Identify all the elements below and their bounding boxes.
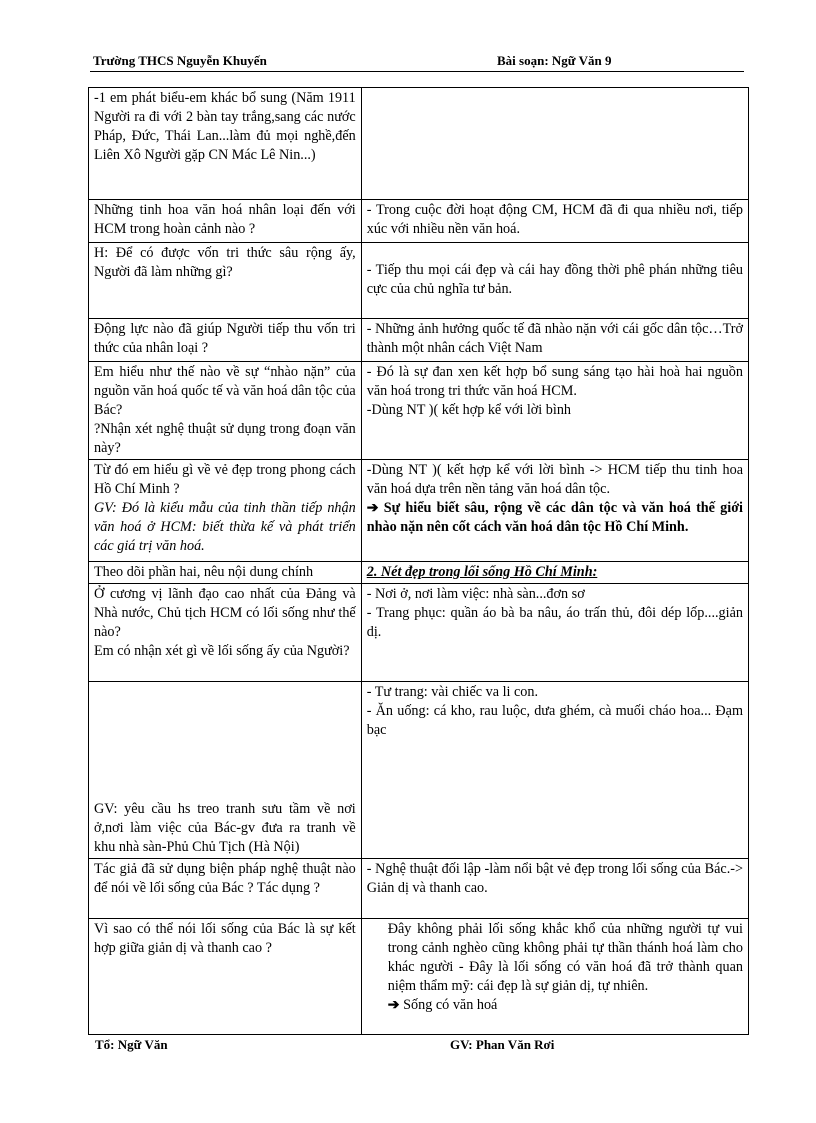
table-row <box>89 919 749 1035</box>
answer-text: Đây không phải lối sống khắc khổ của những người tự vui trong cảnh nghèo cũng không phải tự thần thánh hoá làm cho khác người - Đây là lối sống có văn hoá đã trở thành quan niệm thẩm mỹ: cái đẹp là sự giản dị, tự nhiên. <box>387 921 743 994</box>
question-cell <box>89 460 362 562</box>
question-text: Vì sao có thể nói lối sống của Bác là sự kết hợp giữa giản dị và thanh cao ? <box>94 921 356 956</box>
answer-text: - Tư trang: vài chiếc va li con. <box>366 684 539 700</box>
answer-text: - Trang phục: quần áo bà ba nâu, áo trấn thủ, đôi dép lốp....giản dị. <box>366 605 743 640</box>
teacher-note: GV: Đó là kiểu mẫu của tinh thần tiếp nhận văn hoá ở HCM: biết thừa kế và phát triển các giá trị văn hoá. <box>94 500 356 554</box>
answer-cell <box>361 562 748 584</box>
arrow-icon: ➔ <box>366 500 379 516</box>
answer-text: -Dùng NT )( kết hợp kể với lời bình <box>366 402 572 418</box>
answer-text: - Ăn uống: cá kho, rau luộc, dưa ghém, cà muối cháo hoa... Đạm bạc <box>366 703 743 738</box>
answer-cell <box>361 362 748 460</box>
answer-cell <box>361 243 748 319</box>
table-row <box>89 682 749 859</box>
question-cell <box>89 859 362 919</box>
answer-text: - Tiếp thu mọi cái đẹp và cái hay đồng thời phê phán những tiêu cực của chủ nghĩa tư bản. <box>366 262 743 297</box>
question-cell <box>89 919 362 1035</box>
table-row <box>89 200 749 243</box>
header-rule <box>90 71 744 72</box>
question-cell <box>89 362 362 460</box>
question-text: Theo dõi phần hai, nêu nội dung chính <box>94 564 314 580</box>
lesson-subject: Bài soạn: Ngữ Văn 9 <box>497 53 612 68</box>
table-row <box>89 460 749 562</box>
question-text: GV: yêu cầu hs treo tranh sưu tầm về nơi ở,nơi làm việc của Bác-gv đưa ra tranh về khu nhà sàn-Phủ Chủ Tịch (Hà Nội) <box>94 801 356 855</box>
question-cell <box>89 88 362 200</box>
footer-teacher: GV: Phan Văn Rơi <box>450 1037 555 1052</box>
answer-text: - Đó là sự đan xen kết hợp bổ sung sáng tạo hài hoà hai nguồn văn hoá trong tri thức văn hoá HCM. <box>366 364 743 399</box>
question-text: -1 em phát biểu-em khác bổ sung (Năm 1911 Người ra đi với 2 bàn tay trắng,sang các nước Pháp, Đức, Thái Lan...làm đủ mọi nghề,đến Liên Xô Người gặp CN Mác Lê Nin...) <box>94 90 356 163</box>
answer-cell <box>361 584 748 682</box>
answer-text: - Nơi ở, nơi làm việc: nhà sàn...đơn sơ <box>366 586 585 602</box>
footer-group: Tổ: Ngữ Văn <box>95 1037 168 1052</box>
question-cell <box>89 319 362 362</box>
table-row <box>89 562 749 584</box>
question-text: H: Để có được vốn tri thức sâu rộng ấy, Người đã làm những gì? <box>94 245 356 280</box>
answer-cell <box>361 460 748 562</box>
answer-cell <box>361 200 748 243</box>
table-row <box>89 584 749 682</box>
table-row <box>89 243 749 319</box>
conclusion-text: Sự hiểu biết sâu, rộng về các dân tộc và văn hoá thế giới nhào nặn nên cốt cách văn hoá dân tộc Hồ Chí Minh. <box>366 500 743 535</box>
question-text: Từ đó em hiểu gì về vẻ đẹp trong phong cách Hồ Chí Minh ? <box>94 462 356 497</box>
question-text: Tác giả đã sử dụng biện pháp nghệ thuật nào để nói về lối sống của Bác ? Tác dụng ? <box>94 861 356 896</box>
answer-text: -Dùng NT )( kết hợp kể với lời bình -> HCM tiếp thu tinh hoa văn hoá dựa trên nền tảng văn hoá dân tộc. <box>366 462 743 497</box>
answer-cell <box>361 319 748 362</box>
answer-cell <box>361 859 748 919</box>
question-text: Động lực nào đã giúp Người tiếp thu vốn tri thức của nhân loại ? <box>94 321 356 356</box>
question-text: ?Nhận xét nghệ thuật sử dụng trong đoạn văn này? <box>94 421 356 456</box>
question-text: Em hiểu như thế nào về sự “nhào nặn” của nguồn văn hoá quốc tế và văn hoá dân tộc của Bác? <box>94 364 356 418</box>
question-text: Những tinh hoa văn hoá nhân loại đến với HCM trong hoàn cảnh nào ? <box>94 202 356 237</box>
lesson-table <box>88 87 749 1035</box>
question-text: Ở cương vị lãnh đạo cao nhất của Đảng và Nhà nước, Chủ tịch HCM có lối sống như thế nào? <box>94 586 356 640</box>
question-cell <box>89 584 362 682</box>
answer-cell <box>361 88 748 200</box>
question-cell <box>89 682 362 859</box>
arrow-icon: ➔ <box>387 997 400 1013</box>
answer-cell <box>361 919 748 1035</box>
section-heading: 2. Nét đẹp trong lối sống Hồ Chí Minh: <box>366 564 598 580</box>
page-header <box>90 50 744 74</box>
table-row <box>89 88 749 200</box>
answer-text: - Những ảnh hưởng quốc tế đã nhào nặn với cái gốc dân tộc…Trở thành một nhân cách Việt Nam <box>366 321 743 356</box>
table-row <box>89 859 749 919</box>
conclusion-text: Sống có văn hoá <box>399 997 498 1013</box>
question-cell <box>89 562 362 584</box>
answer-cell <box>361 682 748 859</box>
question-cell <box>89 200 362 243</box>
table-row <box>89 319 749 362</box>
answer-text: - Trong cuộc đời hoạt động CM, HCM đã đi qua nhiều nơi, tiếp xúc với nhiều nền văn hoá. <box>366 202 743 237</box>
school-name: Trường THCS Nguyễn Khuyến <box>93 53 267 68</box>
answer-text: - Nghệ thuật đối lập -làm nổi bật vẻ đẹp trong lối sống của Bác.-> Giản dị và thanh cao. <box>366 861 743 896</box>
question-cell <box>89 243 362 319</box>
table-row <box>89 362 749 460</box>
question-text: Em có nhận xét gì về lối sống ấy của Người? <box>94 643 350 659</box>
